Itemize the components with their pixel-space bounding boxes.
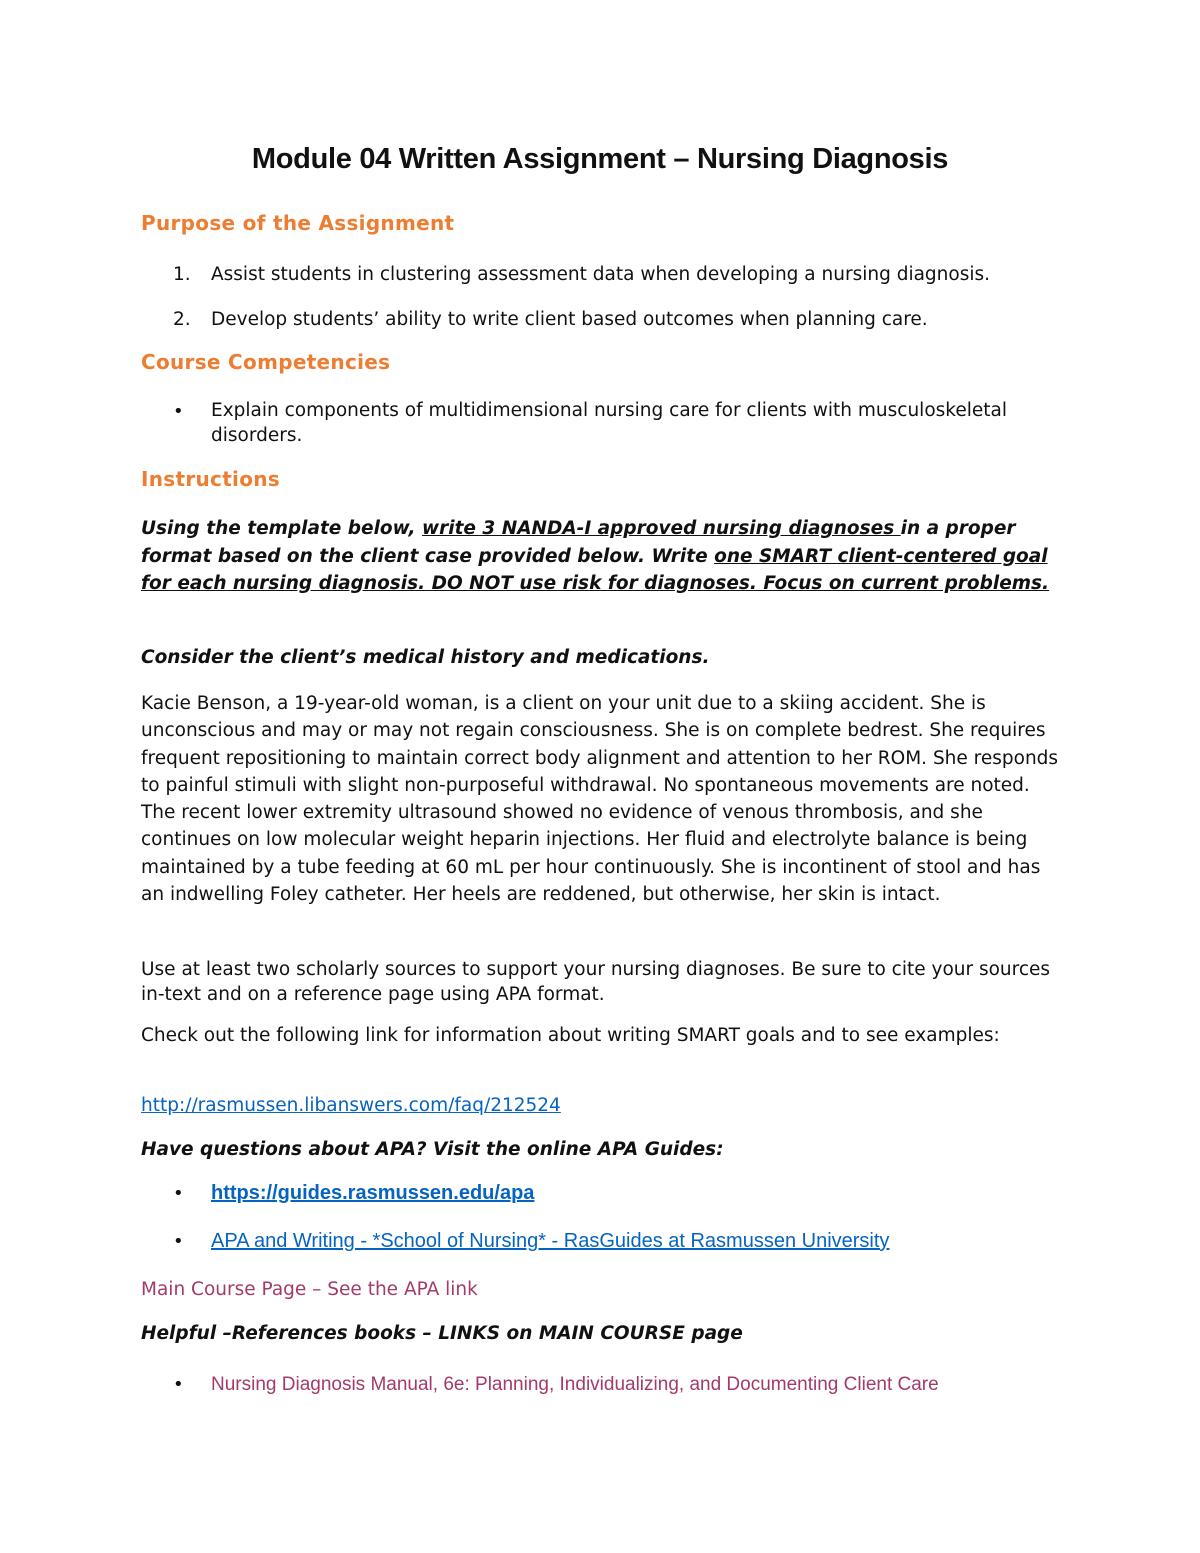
bullet-icon: • [173,1374,184,1395]
sources-note: Use at least two scholarly sources to support your nursing diagnoses. Be sure to cite your sources in-text and on a reference page using APA format. [141,959,1051,1005]
instructions-heading: Instructions [141,467,281,491]
apa-writing-link[interactable]: APA and Writing - *School of Nursing* - RasGuides at Rasmussen University [211,1230,890,1252]
list-number: 2. [173,309,191,330]
smart-link-intro: Check out the following link for information about writing SMART goals and to see examples: [141,1025,1000,1046]
directive-emphasis: write 3 NANDA-I approved nursing diagnoses [422,518,901,539]
bullet-icon: • [173,401,184,422]
smart-link-paragraph [141,1092,1061,1119]
reference-book-title[interactable]: Nursing Diagnosis Manual, 6e: Planning, Individualizing, and Documenting Client Care [211,1374,939,1395]
bullet-icon: • [173,1183,184,1204]
smart-goals-link[interactable]: http://rasmussen.libanswers.com/faq/212524 [141,1095,561,1116]
purpose-item-text: Develop students’ ability to write client based outcomes when planning care. [211,309,928,330]
apa-question: Have questions about APA? Visit the online APA Guides: [141,1139,724,1160]
directive-text: in a proper format based on the client case provided below. Write [141,518,1016,567]
directive-text: Using the template below, [141,518,423,539]
client-case: Kacie Benson, a 19-year-old woman, is a client on your unit due to a skiing accident. She is unconscious and may or may not regain consciousness. She is on complete bedrest. She requires frequent repositioning to maintain correct body alignment and attention to her ROM. She responds to painful stimuli with slight non-purposeful withdrawal. No spontaneous movements are noted. The recent lower extremity ultrasound showed no evidence of venous thrombosis, and she continues on low molecular weight heparin injections. Her fluid and electrolyte balance is being maintained by a tube feeding at 60 mL per hour continuously. She is incontinent of stool and has an indwelling Foley catheter. Her heels are reddened, but otherwise, her skin is intact. [141,693,1059,906]
list-number: 1. [173,264,191,285]
helpful-references: Helpful –References books – LINKS on MAIN COURSE page [141,1323,743,1344]
apa-guides-link[interactable]: https://guides.rasmussen.edu/apa [211,1182,535,1204]
purpose-heading: Purpose of the Assignment [141,211,455,235]
main-course-note: Main Course Page – See the APA link [141,1279,478,1300]
competencies-heading: Course Competencies [141,350,391,374]
page-title: Module 04 Written Assignment – Nursing Diagnosis [251,143,949,175]
directive-emphasis: one SMART client-centered goal for each nursing diagnosis. DO NOT use risk for diagnoses. Focus on current problems. [141,545,1050,594]
consider-note: Consider the client’s medical history and medications. [141,647,710,668]
bullet-icon: • [173,1231,184,1252]
purpose-item-text: Assist students in clustering assessment data when developing a nursing diagnosis. [211,264,991,285]
instructions-directive [141,515,1061,598]
competency-item-text: Explain components of multidimensional nursing care for clients with musculoskeletal disorders. [211,400,1007,446]
